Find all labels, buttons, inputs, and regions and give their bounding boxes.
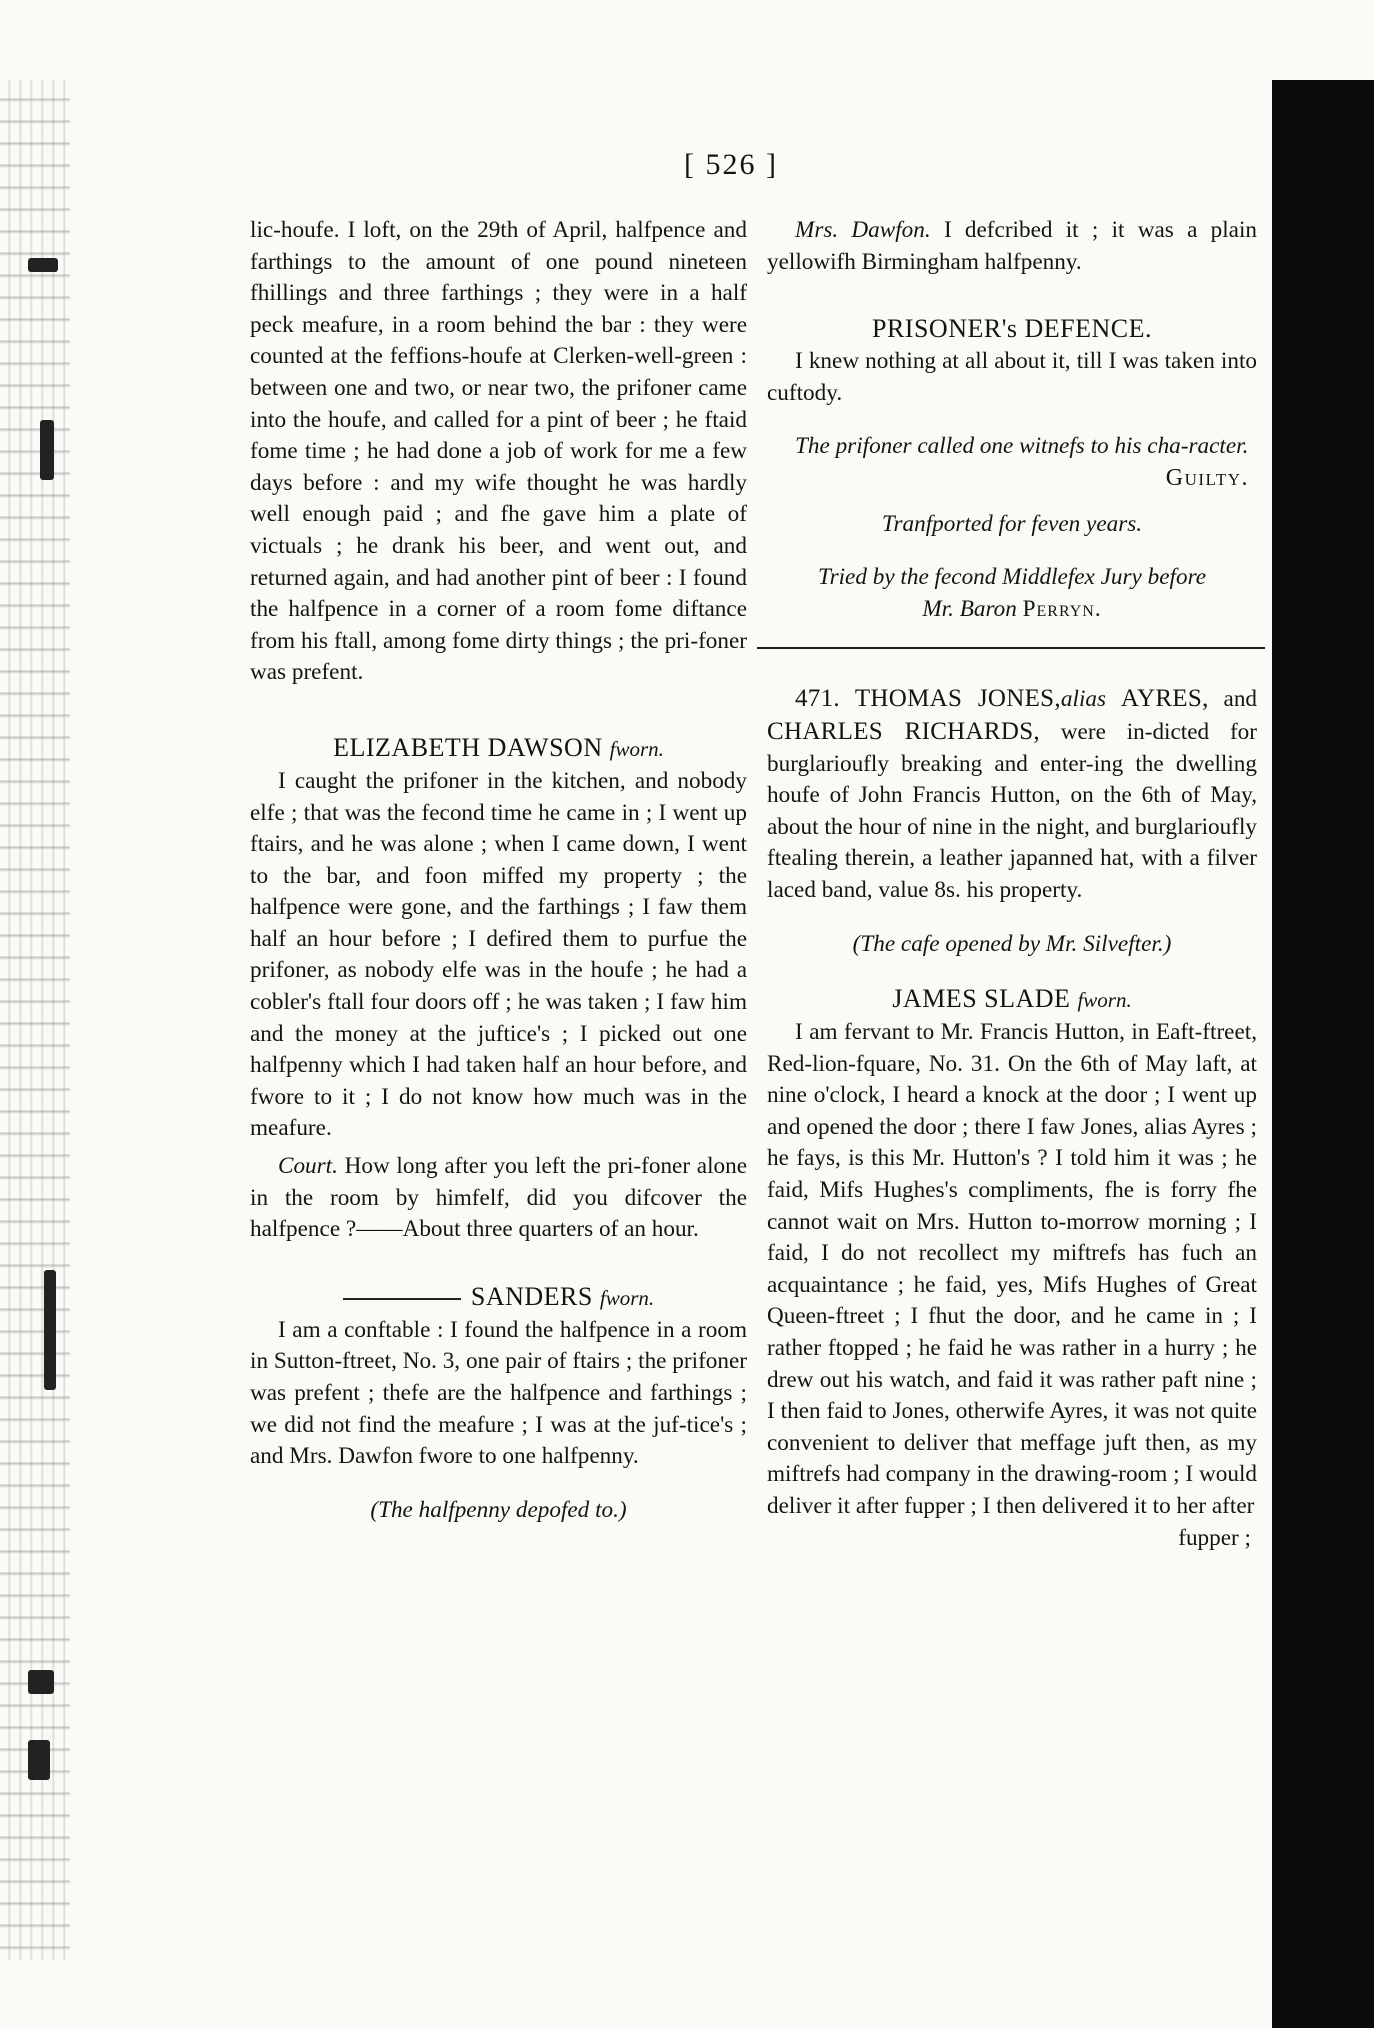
scan-blot	[40, 420, 54, 480]
paragraph: The prifoner called one witnefs to his cha-racter.	[795, 433, 1249, 460]
defendant-alias: AYRES,	[1120, 685, 1209, 713]
witness-heading	[767, 982, 1257, 1017]
case-number: 471.	[795, 685, 840, 713]
scan-blot	[28, 258, 58, 272]
scan-blot	[28, 1740, 50, 1780]
paragraph: I knew nothing at all about it, till I was taken into cuftody.	[767, 348, 1257, 406]
witness-name: ELIZABETH DAWSON	[333, 732, 603, 762]
stage-note: (The halfpenny depofed to.)	[370, 1496, 627, 1523]
paragraph-text: I defcribed it ; it was a plain yellowifh Birmingham halfpenny.	[767, 217, 1257, 275]
sentence: Tranfported for feven years.	[881, 510, 1143, 537]
witness-name: SANDERS	[470, 1281, 593, 1311]
left-column	[250, 215, 747, 1526]
defendant-name: THOMAS JONES,	[854, 685, 1061, 713]
paragraph: lic-houfe. I loft, on the 29th of April, halfpence and farthings to the amount of one pound nineteen fhillings and three farthings ; they were in a half peck meafure, in a room behind the bar : they were counted at the feffions-houfe at Clerken-well-green : between one and two, or near two, the prifoner came into the houfe, and called for a pint of beer ; he ftaid fome time ; he had done a job of work for me a few days before : and my wife thought he was hardly well enough paid ; and fhe gave him a plate of victuals ; he drank his beer, and went out, and returned again, and had another pint of beer : I found the halfpence in a corner of a room fome diftance from his ftall, among fome dirty things ; the pri-foner was prefent.	[250, 217, 747, 686]
case-paragraph	[767, 683, 1257, 906]
speaker-label: Mrs. Dawfon.	[795, 217, 931, 243]
witness-heading	[250, 731, 747, 766]
judge-name: Perryn.	[1022, 595, 1102, 622]
sworn-label: fworn.	[609, 736, 664, 761]
tried-by-line	[767, 594, 1257, 626]
witness-name: JAMES SLADE	[892, 984, 1071, 1014]
paragraph	[250, 1151, 747, 1246]
defendant-name: CHARLES RICHARDS,	[767, 717, 1040, 745]
paragraph-text: were in-dicted for burglarioufly breaking and enter-ing the dwelling houfe of John Francis Hutton, on the 6th of May, about the hour of nine in the night, and burglarioufly ftealing therein, a leather japanned hat, with a filver laced band, value 8s. his property.	[767, 718, 1257, 903]
page-number: [ 526 ]	[684, 148, 778, 181]
judge-title: Mr. Baron	[922, 595, 1023, 622]
paragraph	[767, 215, 1257, 278]
paragraph: I caught the prifoner in the kitchen, and nobody elfe ; that was the fecond time he came in ; I went up ftairs, and he was alone ; when I came down, I went to the bar, and foon miffed my property ; the halfpence were gone, and the farthings ; I faw them half an hour before ; I defired them to purfue the prifoner, as nobody elfe was in the houfe ; he had a cobler's ftall four doors off ; he was taken ; I faw him and the money at the juftice's ; I picked out one halfpenny which I had taken half an hour before, and fwore to it ; I do not know how much was in the meafure.	[250, 767, 747, 1142]
sworn-label: fworn.	[1077, 988, 1132, 1013]
witness-heading	[250, 1280, 747, 1315]
scan-blot	[28, 1670, 54, 1694]
defence-heading: PRISONER's DEFENCE.	[872, 314, 1152, 344]
paragraph-text: How long after you left the pri-foner alone in the room by himfelf, did you difcover the halfpence ?——About three quarters of an hour.	[250, 1153, 747, 1243]
verdict: Guilty.	[1165, 464, 1249, 491]
sworn-label: fworn.	[599, 1285, 655, 1310]
alias-label: alias	[1060, 686, 1107, 713]
catchword: fupper ;	[1178, 1524, 1251, 1551]
name-blank-dash	[343, 1298, 461, 1300]
and-label: and	[1223, 686, 1258, 713]
scan-blot	[44, 1270, 56, 1390]
speaker-label: Court.	[278, 1153, 338, 1180]
paragraph: I am a conftable : I found the halfpence in a room in Sutton-ftreet, No. 3, one pair of ftairs ; the prifoner was prefent ; thefe are the halfpence and farthings ; we did not find the meafure ; I was at the juf-tice's ; and Mrs. Dawfon fwore to one halfpenny.	[250, 1316, 747, 1470]
tried-by-line: Tried by the fecond Middlefex Jury before	[817, 564, 1207, 591]
stage-note: (The cafe opened by Mr. Silvefter.)	[852, 930, 1172, 957]
paragraph: I am fervant to Mr. Francis Hutton, in Eaft-ftreet, Red-lion-fquare, No. 31. On the 6th of May laft, at nine o'clock, I heard a knock at the door ; I went up and opened the door ; there I faw Jones, alias Ayres ; he fays, is this Mr. Hutton's ? I told him it was ; he faid, Mifs Hughes's compliments, fhe is forry fhe cannot wait on Mrs. Hutton to-morrow morning ; I faid, I do not recollect my miftrefs has fuch an acquaintance ; he faid, yes, Mifs Hughes of Great Queen-ftreet ; I fhut the door, and he came in ; I rather ftopped ; he faid he was rather in a hurry ; he drew out his watch, and faid it was rather paft nine ; I then faid to Jones, otherwife Ayres, it was not quite convenient to deliver that meffage juft then, as my miftrefs had company in the drawing-room ; I would deliver it after fupper ; I then delivered it to her after	[767, 1019, 1257, 1519]
scan-right-edge-shadow	[1272, 80, 1374, 2028]
right-column	[767, 215, 1257, 1554]
